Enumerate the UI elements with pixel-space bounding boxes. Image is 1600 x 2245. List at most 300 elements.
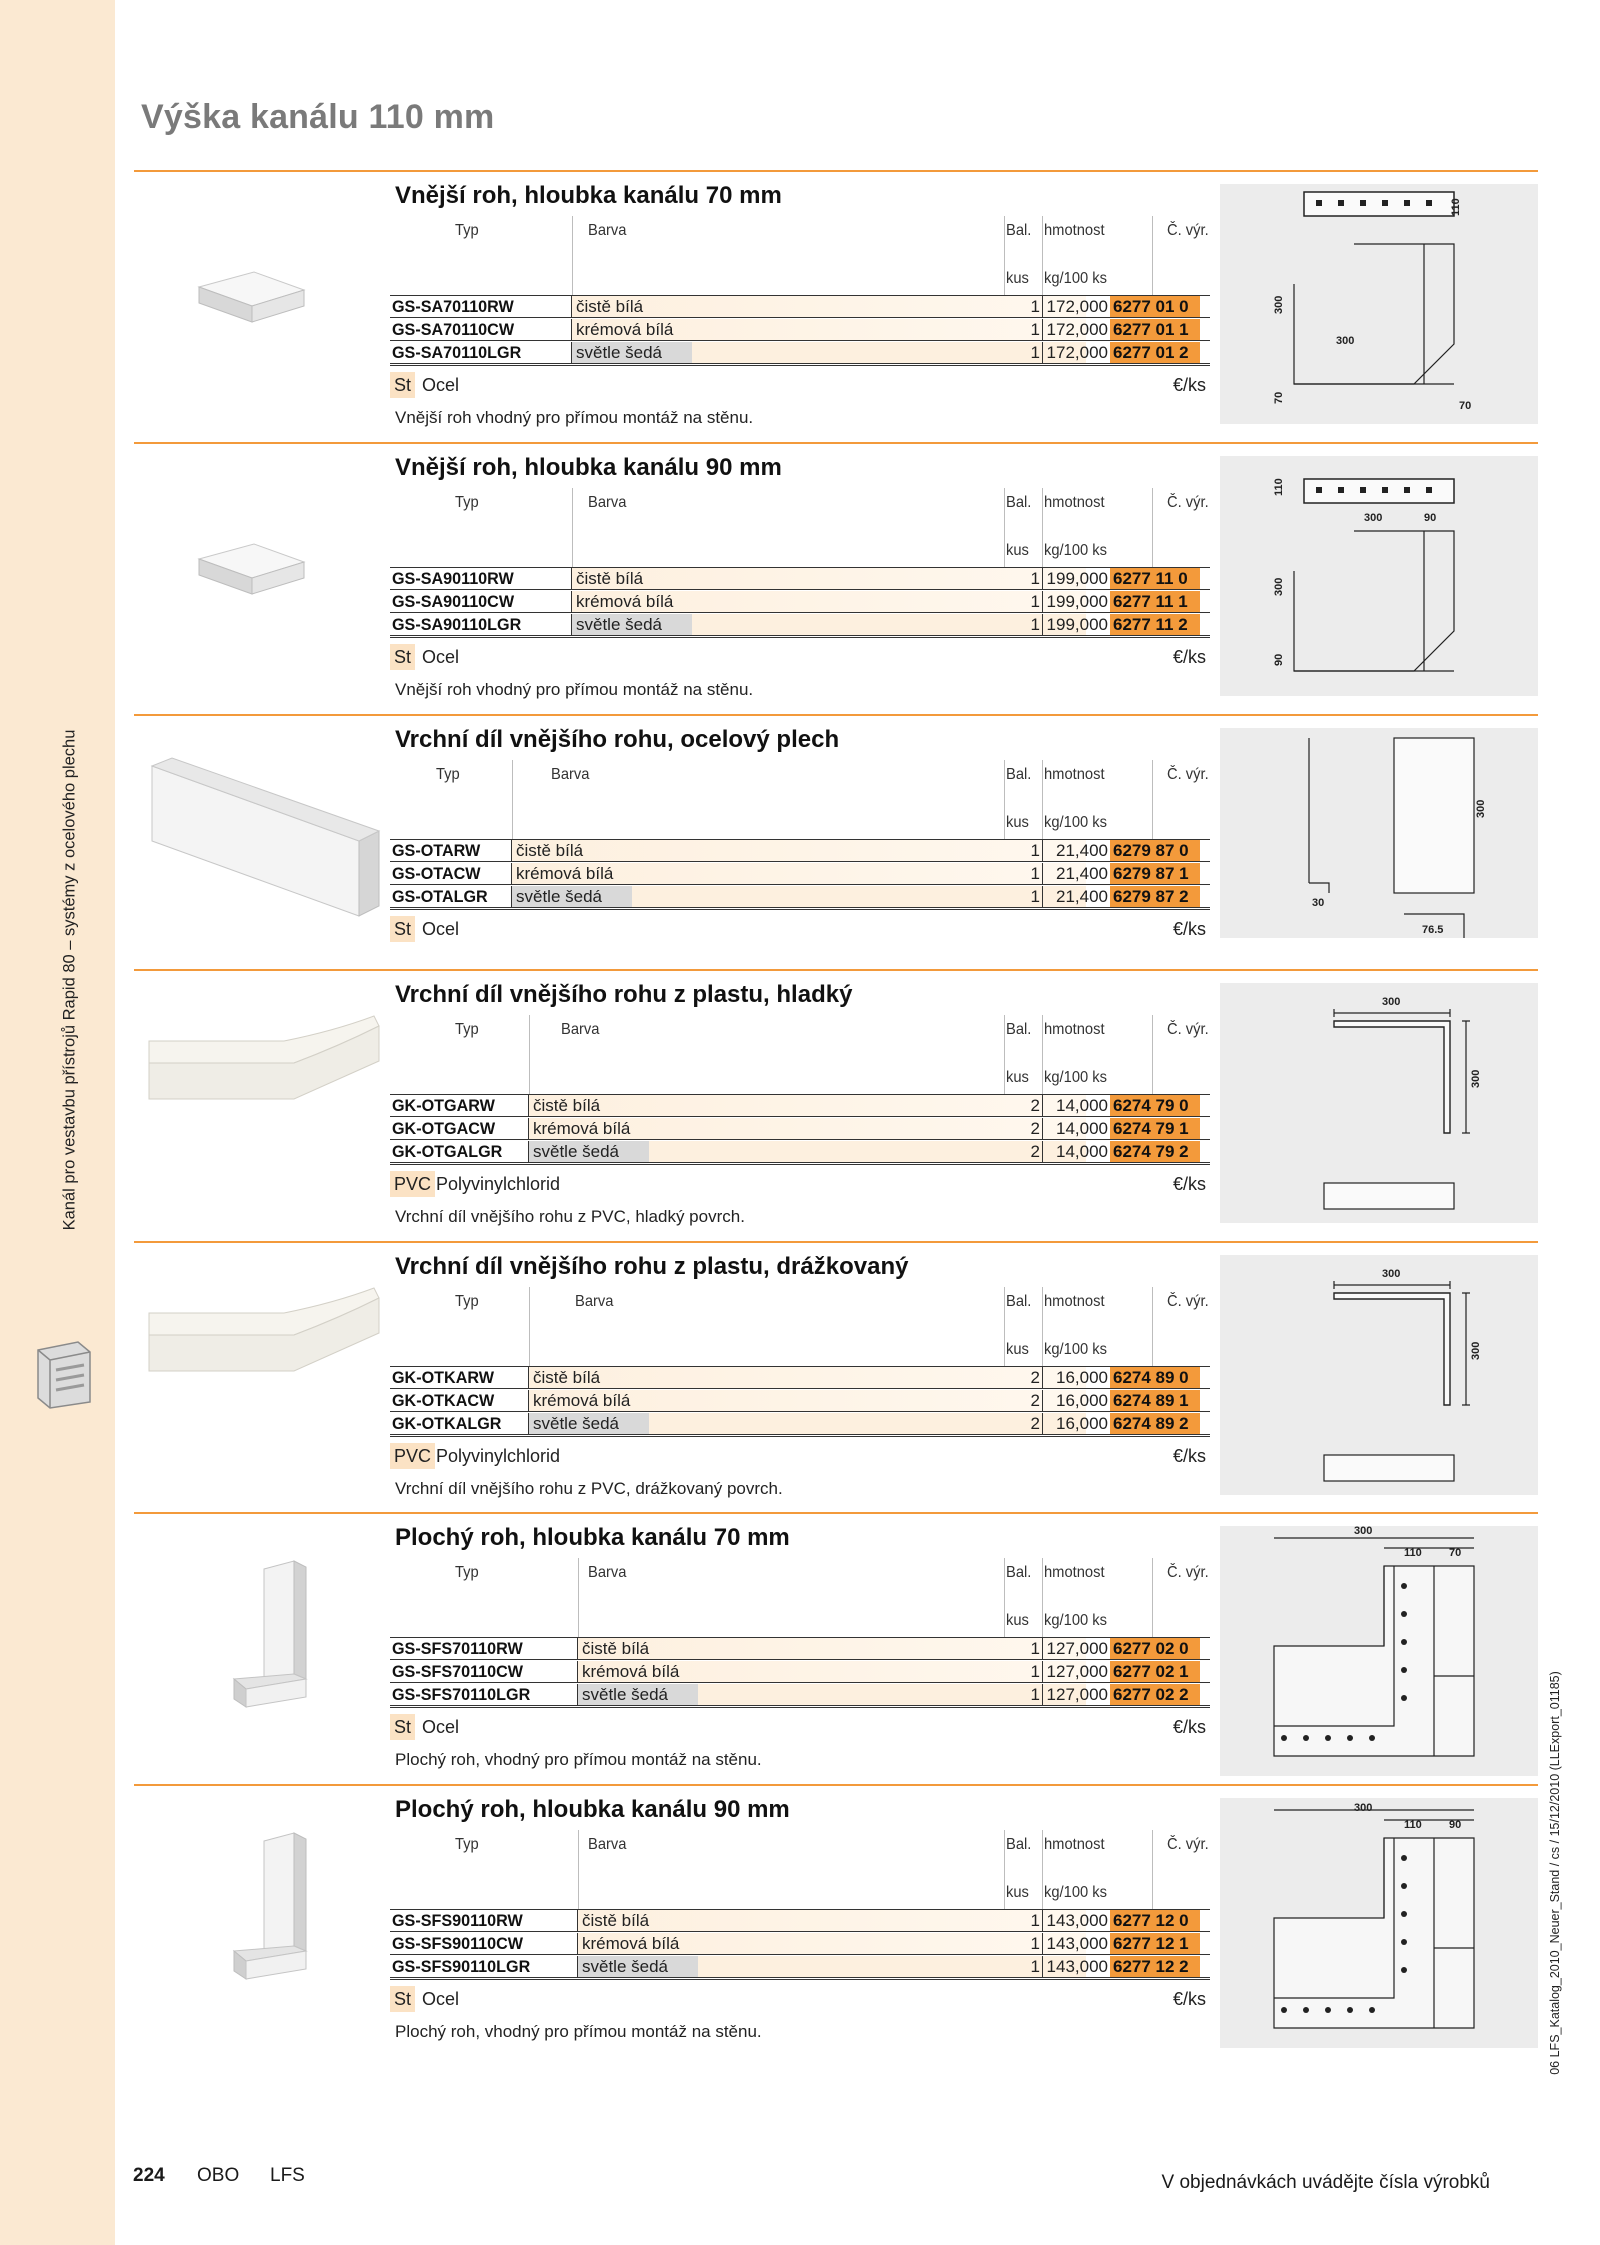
- table-row: [390, 1661, 1210, 1683]
- material-name: Ocel: [422, 375, 460, 395]
- product-color: čistě bílá: [516, 841, 584, 860]
- material-name: Ocel: [422, 919, 460, 939]
- pack-quantity: 1: [1030, 343, 1040, 362]
- product-color: světle šedá: [576, 343, 662, 362]
- footer-series: LFS: [270, 2165, 305, 2186]
- product-color: krémová bílá: [533, 1391, 631, 1410]
- grid-line: [1152, 1830, 1153, 1909]
- column-header-typ: Typ: [455, 1564, 479, 1581]
- material-line: [390, 1986, 1210, 2012]
- product-photo: [134, 202, 394, 402]
- product-color: světle šedá: [533, 1142, 619, 1161]
- product-code: GS-SA90110LGR: [392, 615, 522, 634]
- product-section: [134, 1241, 1538, 1512]
- row-rule: [390, 317, 1210, 318]
- row-rule: [390, 1977, 1210, 1978]
- table-rule: [390, 1436, 1210, 1437]
- product-weight: 143,000: [1046, 1911, 1108, 1930]
- grid-line: [1152, 1287, 1153, 1366]
- column-header-hmotnost: hmotnost: [1044, 1021, 1105, 1038]
- pack-quantity: 1: [1030, 297, 1040, 316]
- table-row: [390, 342, 1210, 364]
- table-rule: [390, 909, 1210, 910]
- technical-drawing: [1220, 1798, 1538, 2048]
- table-row: [390, 1367, 1210, 1389]
- product-code: GS-SA90110RW: [392, 569, 514, 588]
- product-photo: [134, 1273, 394, 1473]
- column-header-kg: kg/100 ks: [1044, 1069, 1108, 1086]
- pack-quantity: 2: [1030, 1119, 1040, 1138]
- product-code: GK-OTGALGR: [392, 1142, 503, 1161]
- cell-divider: [1042, 1141, 1043, 1162]
- article-number: 6277 02 2: [1110, 1684, 1200, 1705]
- column-header-bal: Bal.: [1006, 766, 1032, 783]
- product-section: [134, 442, 1538, 714]
- product-code: GS-SFS90110CW: [392, 1934, 524, 1953]
- product-weight: 172,000: [1046, 320, 1108, 339]
- row-rule: [390, 1659, 1210, 1660]
- grid-line: [1004, 1830, 1005, 1909]
- cell-divider: [1042, 1910, 1043, 1931]
- side-chapter-label: Kanál pro vestavbu přístrojů Rapid 80 – systémy z ocelového plechu: [60, 729, 79, 1231]
- table-rule: [390, 1707, 1210, 1708]
- grid-line: [1042, 488, 1043, 567]
- cell-divider: [1042, 568, 1043, 589]
- grid-line: [1004, 216, 1005, 295]
- material-tag: PVC: [390, 1171, 435, 1197]
- column-header-barva: Barva: [588, 222, 627, 239]
- column-header-kg: kg/100 ks: [1044, 1341, 1108, 1358]
- column-header-typ: Typ: [455, 222, 479, 239]
- dimension-label: 300: [1382, 1268, 1401, 1280]
- product-code: GS-SFS70110CW: [392, 1662, 524, 1681]
- column-header-cvyr: Č. výr.: [1167, 1836, 1209, 1853]
- cell-divider: [1042, 342, 1043, 363]
- column-header-hmotnost: hmotnost: [1044, 1293, 1105, 1310]
- material-name: Ocel: [422, 1717, 460, 1737]
- grid-line: [1042, 1287, 1043, 1366]
- article-number: 6274 79 1: [1110, 1118, 1200, 1139]
- grid-line: [1004, 1558, 1005, 1637]
- cell-divider: [1042, 1638, 1043, 1659]
- dimension-label: 70: [1449, 1547, 1462, 1559]
- pack-quantity: 1: [1030, 592, 1040, 611]
- article-number: 6277 02 0: [1110, 1638, 1200, 1659]
- dimension-label: 300: [1470, 1341, 1482, 1360]
- row-rule: [390, 1116, 1210, 1117]
- product-weight: 127,000: [1046, 1685, 1108, 1704]
- pack-quantity: 1: [1030, 615, 1040, 634]
- grid-line: [1004, 1287, 1005, 1366]
- product-weight: 172,000: [1046, 297, 1108, 316]
- table-row: [390, 591, 1210, 613]
- table-row: [390, 840, 1210, 862]
- product-code: GK-OTGARW: [392, 1096, 495, 1115]
- row-rule: [390, 1411, 1210, 1412]
- product-weight: 21,400: [1056, 841, 1108, 860]
- price-unit: €/ks: [1172, 647, 1206, 667]
- pack-quantity: 1: [1030, 841, 1040, 860]
- column-header-typ: Typ: [455, 1293, 479, 1310]
- price-unit: €/ks: [1172, 1174, 1206, 1194]
- grid-line: [1152, 760, 1153, 839]
- row-rule: [390, 635, 1210, 636]
- column-header-cvyr: Č. výr.: [1167, 222, 1209, 239]
- grid-line: [529, 1015, 530, 1094]
- product-code: GS-SFS90110LGR: [392, 1957, 531, 1976]
- pack-quantity: 2: [1030, 1096, 1040, 1115]
- row-rule: [390, 1682, 1210, 1683]
- price-unit: €/ks: [1172, 1989, 1206, 2009]
- dimension-label: 70: [1273, 391, 1285, 404]
- product-code: GS-SFS70110RW: [392, 1639, 523, 1658]
- table-rule: [390, 365, 1210, 366]
- dimension-label: 300: [1354, 1526, 1373, 1537]
- table-row: [390, 1390, 1210, 1412]
- product-code: GK-OTKARW: [392, 1368, 494, 1387]
- dimension-drawing: [1220, 1526, 1538, 1776]
- article-number: 6277 11 0: [1110, 568, 1200, 589]
- technical-drawing: [1220, 728, 1538, 938]
- column-header-kus: kus: [1006, 1341, 1029, 1358]
- product-color: světle šedá: [576, 615, 662, 634]
- material-name: Polyvinylchlorid: [436, 1174, 561, 1194]
- table-rule: [390, 637, 1210, 638]
- page-number: 224: [133, 2165, 165, 2186]
- pack-quantity: 2: [1030, 1368, 1040, 1387]
- product-color: krémová bílá: [582, 1934, 680, 1953]
- grid-line: [572, 488, 573, 567]
- product-color: čistě bílá: [582, 1911, 650, 1930]
- price-unit: €/ks: [1172, 919, 1206, 939]
- row-rule: [390, 1705, 1210, 1706]
- table-rule: [390, 1164, 1210, 1165]
- column-header-barva: Barva: [588, 1564, 627, 1581]
- table-row: [390, 886, 1210, 908]
- column-header-cvyr: Č. výr.: [1167, 1293, 1209, 1310]
- material-name: Ocel: [422, 1989, 460, 2009]
- technical-drawing: [1220, 456, 1538, 696]
- table-row: [390, 1118, 1210, 1140]
- dimension-label: 300: [1336, 335, 1355, 347]
- column-header-barva: Barva: [561, 1021, 600, 1038]
- article-number: 6274 79 2: [1110, 1141, 1200, 1162]
- grid-line: [572, 216, 573, 295]
- column-header-kus: kus: [1006, 542, 1029, 559]
- material-line: [390, 1714, 1210, 1740]
- technical-drawing: [1220, 1255, 1538, 1495]
- product-weight: 14,000: [1056, 1142, 1108, 1161]
- column-header-barva: Barva: [588, 494, 627, 511]
- column-header-kus: kus: [1006, 1069, 1029, 1086]
- cell-divider: [1042, 1118, 1043, 1139]
- table-row: [390, 1933, 1210, 1955]
- cell-divider: [1042, 614, 1043, 635]
- dimension-label: 70: [1459, 400, 1472, 412]
- pack-quantity: 1: [1030, 1957, 1040, 1976]
- product-color: čistě bílá: [576, 297, 644, 316]
- pack-quantity: 1: [1030, 1934, 1040, 1953]
- row-rule: [390, 861, 1210, 862]
- section-title: Vrchní díl vnějšího rohu z plastu, drážkovaný: [395, 1253, 909, 1280]
- article-number: 6274 89 0: [1110, 1367, 1200, 1388]
- column-header-barva: Barva: [551, 766, 590, 783]
- grid-line: [1152, 488, 1153, 567]
- row-rule: [390, 1388, 1210, 1389]
- dimension-label: 110: [1404, 1819, 1422, 1831]
- column-header-kg: kg/100 ks: [1044, 1884, 1108, 1901]
- column-header-bal: Bal.: [1006, 494, 1032, 511]
- cell-divider: [1042, 1413, 1043, 1434]
- dimension-drawing: [1220, 1798, 1538, 2048]
- material-tag: PVC: [390, 1443, 435, 1469]
- product-photo: [134, 1524, 394, 1754]
- article-number: 6279 87 1: [1110, 863, 1200, 884]
- product-section: [134, 1784, 1538, 2056]
- article-number: 6277 11 1: [1110, 591, 1200, 612]
- material-name: Polyvinylchlorid: [436, 1446, 561, 1466]
- dimension-label: 90: [1273, 653, 1285, 666]
- product-color: krémová bílá: [516, 864, 614, 883]
- section-title: Plochý roh, hloubka kanálu 90 mm: [395, 1796, 790, 1823]
- pack-quantity: 1: [1030, 1662, 1040, 1681]
- table-row: [390, 1638, 1210, 1660]
- row-rule: [390, 340, 1210, 341]
- product-code: GK-OTKALGR: [392, 1414, 502, 1433]
- product-note: Vrchní díl vnějšího rohu z PVC, hladký povrch.: [395, 1207, 745, 1226]
- product-section: [134, 170, 1538, 442]
- article-number: 6277 02 1: [1110, 1661, 1200, 1682]
- product-weight: 143,000: [1046, 1957, 1108, 1976]
- row-rule: [390, 1434, 1210, 1435]
- product-color: čistě bílá: [533, 1096, 601, 1115]
- cell-divider: [1042, 1390, 1043, 1411]
- table-row: [390, 568, 1210, 590]
- article-number: 6274 89 2: [1110, 1413, 1200, 1434]
- grid-line: [1042, 216, 1043, 295]
- product-weight: 143,000: [1046, 1934, 1108, 1953]
- grid-line: [1152, 1558, 1153, 1637]
- pack-quantity: 1: [1030, 1911, 1040, 1930]
- column-header-typ: Typ: [455, 494, 479, 511]
- column-header-cvyr: Č. výr.: [1167, 1021, 1209, 1038]
- cell-divider: [1042, 1367, 1043, 1388]
- dimension-drawing: [1220, 1255, 1538, 1495]
- material-line: [390, 1443, 1210, 1469]
- product-color: krémová bílá: [582, 1662, 680, 1681]
- product-photo: [134, 474, 394, 674]
- product-note: Vrchní díl vnějšího rohu z PVC, drážkovaný povrch.: [395, 1479, 783, 1498]
- article-number: 6279 87 2: [1110, 886, 1200, 907]
- dimension-label: 110: [1404, 1547, 1422, 1559]
- product-note: Vnější roh vhodný pro přímou montáž na stěnu.: [395, 408, 754, 427]
- dimension-drawing: [1220, 184, 1538, 424]
- material-line: [390, 644, 1210, 670]
- column-header-hmotnost: hmotnost: [1044, 222, 1105, 239]
- product-color: světle šedá: [516, 887, 602, 906]
- grid-line: [1004, 760, 1005, 839]
- price-unit: €/ks: [1172, 1446, 1206, 1466]
- column-header-kus: kus: [1006, 1612, 1029, 1629]
- article-number: 6274 79 0: [1110, 1095, 1200, 1116]
- product-section: [134, 1512, 1538, 1784]
- dimension-label: 110: [1450, 198, 1462, 216]
- material-line: [390, 372, 1210, 398]
- product-weight: 21,400: [1056, 887, 1108, 906]
- column-header-barva: Barva: [575, 1293, 614, 1310]
- product-color: světle šedá: [582, 1685, 668, 1704]
- pack-quantity: 1: [1030, 887, 1040, 906]
- grid-line: [578, 1830, 579, 1909]
- column-header-kus: kus: [1006, 814, 1029, 831]
- column-header-hmotnost: hmotnost: [1044, 1564, 1105, 1581]
- material-tag: St: [390, 1986, 415, 2012]
- grid-line: [1152, 216, 1153, 295]
- column-header-typ: Typ: [455, 1836, 479, 1853]
- product-note: Vnější roh vhodný pro přímou montáž na stěnu.: [395, 680, 754, 699]
- dimension-label: 300: [1475, 799, 1487, 818]
- grid-line: [1042, 1015, 1043, 1094]
- column-header-cvyr: Č. výr.: [1167, 1564, 1209, 1581]
- row-rule: [390, 907, 1210, 908]
- column-header-cvyr: Č. výr.: [1167, 766, 1209, 783]
- section-title: Plochý roh, hloubka kanálu 70 mm: [395, 1524, 790, 1551]
- column-header-hmotnost: hmotnost: [1044, 766, 1105, 783]
- cell-divider: [1042, 863, 1043, 884]
- product-photo: [134, 1001, 394, 1201]
- section-title: Vrchní díl vnějšího rohu, ocelový plech: [395, 726, 840, 753]
- row-rule: [390, 589, 1210, 590]
- article-number: 6279 87 0: [1110, 840, 1200, 861]
- product-color: krémová bílá: [576, 320, 674, 339]
- material-name: Ocel: [422, 647, 460, 667]
- technical-drawing: [1220, 983, 1538, 1223]
- row-rule: [390, 1139, 1210, 1140]
- page-title: Výška kanálu 110 mm: [141, 98, 495, 136]
- row-rule: [390, 1931, 1210, 1932]
- article-number: 6274 89 1: [1110, 1390, 1200, 1411]
- dimension-label: 76.5: [1422, 924, 1444, 936]
- dimension-label: 90: [1449, 1819, 1462, 1831]
- table-row: [390, 296, 1210, 318]
- grid-line: [578, 1558, 579, 1637]
- technical-drawing: [1220, 1526, 1538, 1776]
- product-color: čistě bílá: [576, 569, 644, 588]
- pack-quantity: 1: [1030, 320, 1040, 339]
- column-header-bal: Bal.: [1006, 1021, 1032, 1038]
- price-unit: €/ks: [1172, 375, 1206, 395]
- table-row: [390, 614, 1210, 636]
- price-unit: €/ks: [1172, 1717, 1206, 1737]
- table-row: [390, 1095, 1210, 1117]
- product-color: krémová bílá: [576, 592, 674, 611]
- dimension-label: 30: [1312, 897, 1325, 909]
- grid-line: [1042, 760, 1043, 839]
- pack-quantity: 1: [1030, 569, 1040, 588]
- section-title: Vnější roh, hloubka kanálu 90 mm: [395, 454, 782, 481]
- cell-divider: [1042, 1684, 1043, 1705]
- dimension-label: 300: [1273, 577, 1285, 596]
- grid-line: [529, 1287, 530, 1366]
- dimension-drawing: [1220, 983, 1538, 1223]
- pack-quantity: 2: [1030, 1142, 1040, 1161]
- product-code: GS-SA90110CW: [392, 592, 515, 611]
- product-code: GS-SA70110RW: [392, 297, 514, 316]
- product-code: GS-SFS90110RW: [392, 1911, 523, 1930]
- column-header-kg: kg/100 ks: [1044, 1612, 1108, 1629]
- product-weight: 127,000: [1046, 1662, 1108, 1681]
- cell-divider: [1042, 319, 1043, 340]
- product-code: GS-OTALGR: [392, 887, 488, 906]
- product-weight: 199,000: [1046, 615, 1108, 634]
- column-header-kus: kus: [1006, 1884, 1029, 1901]
- article-number: 6277 01 0: [1110, 296, 1200, 317]
- article-number: 6277 12 0: [1110, 1910, 1200, 1931]
- dimension-label: 90: [1424, 512, 1437, 524]
- pack-quantity: 2: [1030, 1414, 1040, 1433]
- row-rule: [390, 1162, 1210, 1163]
- product-photo: [134, 1796, 394, 2026]
- product-code: GS-OTARW: [392, 841, 481, 860]
- material-tag: St: [390, 1714, 415, 1740]
- column-header-kg: kg/100 ks: [1044, 814, 1108, 831]
- cell-divider: [1042, 886, 1043, 907]
- product-section: [134, 714, 1538, 969]
- product-section: [134, 969, 1538, 1241]
- product-color: čistě bílá: [533, 1368, 601, 1387]
- table-row: [390, 319, 1210, 341]
- grid-line: [512, 760, 513, 839]
- footer-note: V objednávkách uvádějte čísla výrobků: [1161, 2172, 1490, 2193]
- cell-divider: [1042, 1933, 1043, 1954]
- row-rule: [390, 363, 1210, 364]
- dimension-label: 110: [1273, 478, 1285, 496]
- product-code: GS-SFS70110LGR: [392, 1685, 531, 1704]
- product-code: GS-OTACW: [392, 864, 481, 883]
- column-header-typ: Typ: [455, 1021, 479, 1038]
- column-header-cvyr: Č. výr.: [1167, 494, 1209, 511]
- table-row: [390, 1141, 1210, 1163]
- column-header-hmotnost: hmotnost: [1044, 494, 1105, 511]
- grid-line: [1042, 1558, 1043, 1637]
- product-weight: 199,000: [1046, 592, 1108, 611]
- material-tag: St: [390, 372, 415, 398]
- column-header-bal: Bal.: [1006, 1836, 1032, 1853]
- dimension-label: 300: [1354, 1802, 1373, 1814]
- product-code: GS-SA70110LGR: [392, 343, 522, 362]
- product-weight: 127,000: [1046, 1639, 1108, 1658]
- dimension-drawing: [1220, 728, 1538, 938]
- cell-divider: [1042, 591, 1043, 612]
- product-weight: 21,400: [1056, 864, 1108, 883]
- product-note: Plochý roh, vhodný pro přímou montáž na stěnu.: [395, 1750, 762, 1769]
- product-photo: [134, 746, 394, 946]
- pack-quantity: 1: [1030, 864, 1040, 883]
- product-code: GS-SA70110CW: [392, 320, 515, 339]
- pack-quantity: 1: [1030, 1639, 1040, 1658]
- product-weight: 199,000: [1046, 569, 1108, 588]
- product-weight: 14,000: [1056, 1119, 1108, 1138]
- column-header-kg: kg/100 ks: [1044, 542, 1108, 559]
- technical-drawing: [1220, 184, 1538, 424]
- table-row: [390, 1413, 1210, 1435]
- material-line: [390, 916, 1210, 942]
- catalog-export-label: 06 LFS_Katalog_2010_Neuer_Stand / cs / 15/12/2010 (LLExport_01185): [1548, 1670, 1562, 2075]
- table-row: [390, 1684, 1210, 1706]
- product-weight: 172,000: [1046, 343, 1108, 362]
- material-tag: St: [390, 644, 415, 670]
- grid-line: [1004, 1015, 1005, 1094]
